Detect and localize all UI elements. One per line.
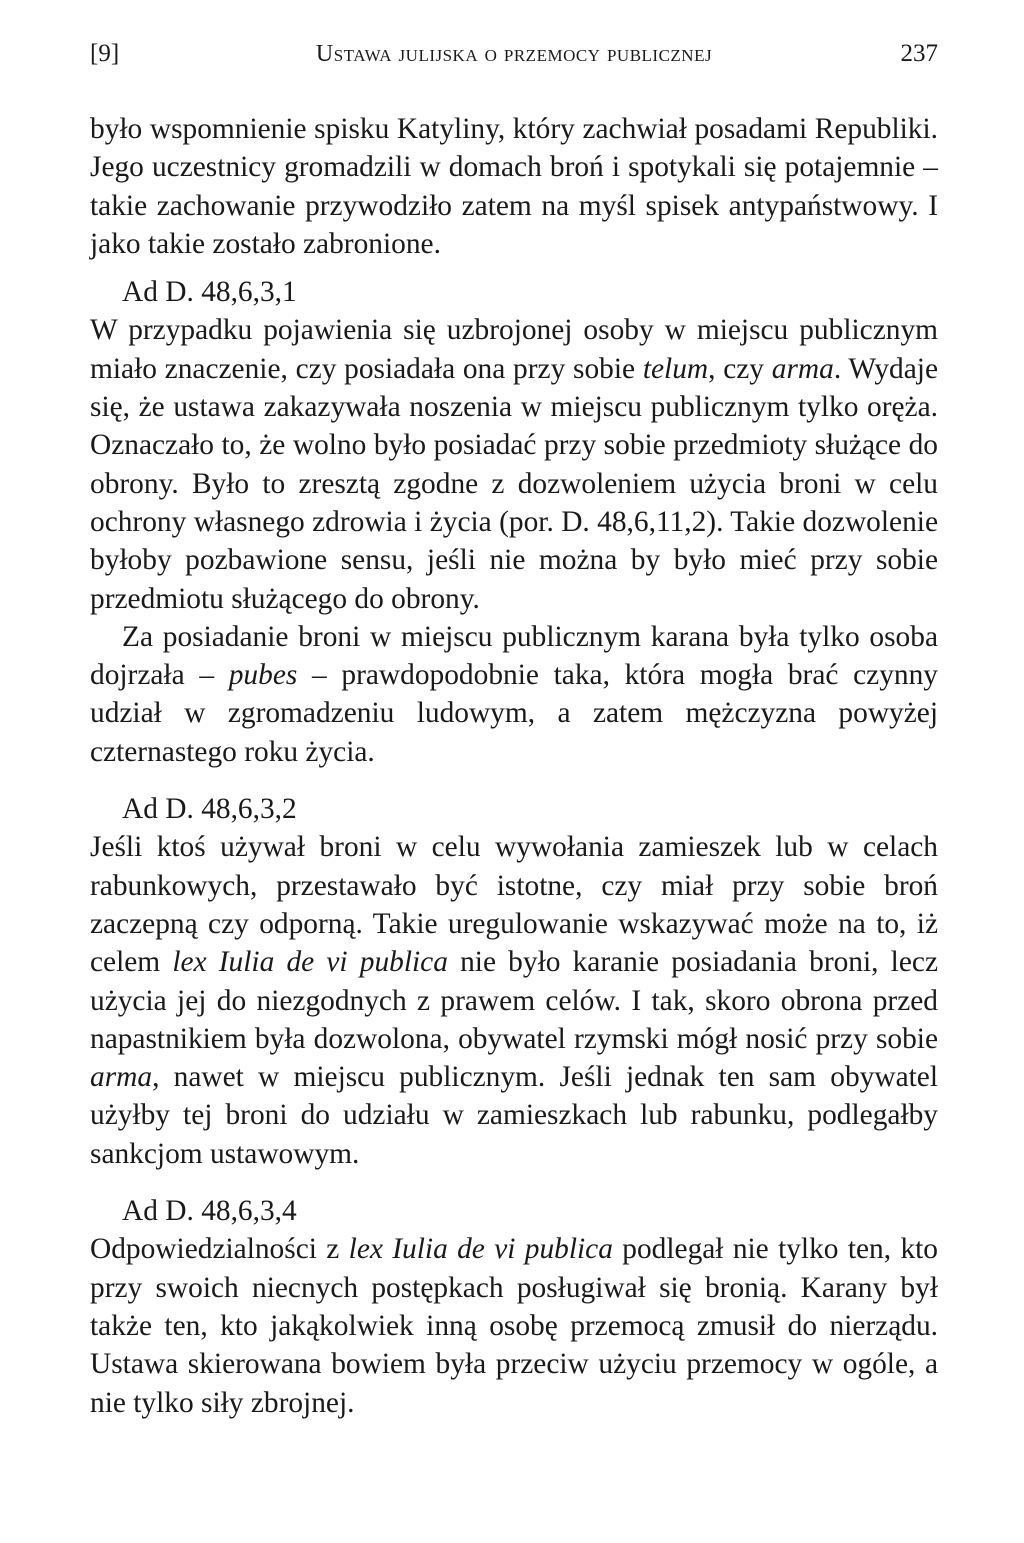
body-text xyxy=(90,110,938,1422)
text-run: , czy xyxy=(708,352,772,385)
text-run: nie było karanie posiadania broni, lecz użycia jej do niezgodnych z prawem celów. I tak, skoro obrona przed napastnikiem była dozwolona, obywatel rzymski mógł nosić przy sobie xyxy=(90,946,938,1055)
latin-term: lex Iulia de vi publica xyxy=(348,1233,613,1266)
text-run: , nawet w miejscu publicznym. Jeśli jednak ten sam obywatel użyłby tej broni do udziału w zamieszkach lub rabunku, podlegałby sankcjom ustawowym. xyxy=(90,1061,938,1170)
paragraph-zamieszki xyxy=(90,828,938,1173)
text-run: . Wydaje się, że ustawa zakazywała noszenia w miejscu publicznym tylko oręża. Oznaczało to, że wolno było posiadać przy sobie przedmioty służące do obrony. Było to zresztą zgodne z dozwoleniem użycia broni w celu ochrony własnego zdrowia i życia (por. D. 48,6,11,2). Takie dozwolenie byłoby pozbawione sensu, jeśli nie można by było mieć przy sobie przedmiotu służącego do obrony. xyxy=(90,352,938,615)
paragraph-continuation: było wspomnienie spisku Katyliny, który zachwiał posadami Republiki. Jego uczestnicy gromadzili w domach broń i spotykali się potajemnie – takie zachowanie przywodziło zatem na myśl spisek antypaństwowy. I jako takie zostało zabronione. xyxy=(90,113,938,260)
paragraph-telum-arma xyxy=(90,311,938,617)
running-title: Ustawa julijska o przemocy publicznej xyxy=(315,41,713,67)
running-header xyxy=(90,32,938,76)
text-run: W przypadku pojawienia się uzbrojonej osoby w miejscu publicznym miało znaczenie, czy posiadała ona przy sobie xyxy=(90,314,938,385)
page-content xyxy=(90,32,938,1422)
latin-term: arma xyxy=(771,352,834,385)
page-number: 237 xyxy=(900,40,938,67)
section-heading-48-6-3-2: Ad D. 48,6,3,2 xyxy=(122,793,297,826)
paragraph-pubes xyxy=(90,618,938,771)
text-run: Jeśli ktoś używał broni w celu wywołania zamieszek lub w celach rabunkowych, przestawało być istotne, czy miał przy sobie broń zaczepną czy odporną. Takie uregulowanie wskazywać może na to, iż celem xyxy=(90,831,938,979)
section-heading-48-6-3-4: Ad D. 48,6,3,4 xyxy=(122,1195,297,1228)
latin-term: telum xyxy=(642,352,709,385)
latin-term: arma xyxy=(90,1061,153,1094)
section-heading-48-6-3-1: Ad D. 48,6,3,1 xyxy=(122,276,297,309)
paragraph-odpowiedzialnosc xyxy=(90,1230,938,1421)
section-number: [9] xyxy=(90,40,120,67)
latin-term: lex Iulia de vi publica xyxy=(172,946,448,979)
text-run: podlegał nie tylko ten, kto przy swoich niecnych postępkach posługiwał się bronią. Karany był także ten, kto jakąkolwiek inną osobę przemocą zmusił do nierządu. Ustawa skierowana bowiem była przeciw użyciu przemocy w ogóle, a nie tylko siły zbrojnej. xyxy=(90,1233,938,1419)
text-run: – prawdopodobnie taka, która mogła brać czynny udział w zgromadzeniu ludowym, a zatem mężczyzna powyżej czternastego roku życia. xyxy=(90,659,938,768)
text-run: Za posiadanie broni w miejscu publicznym karana była tylko osoba dojrzała – xyxy=(90,620,938,692)
latin-term: pubes xyxy=(228,659,298,692)
text-run: Odpowiedzialności z xyxy=(90,1233,349,1266)
